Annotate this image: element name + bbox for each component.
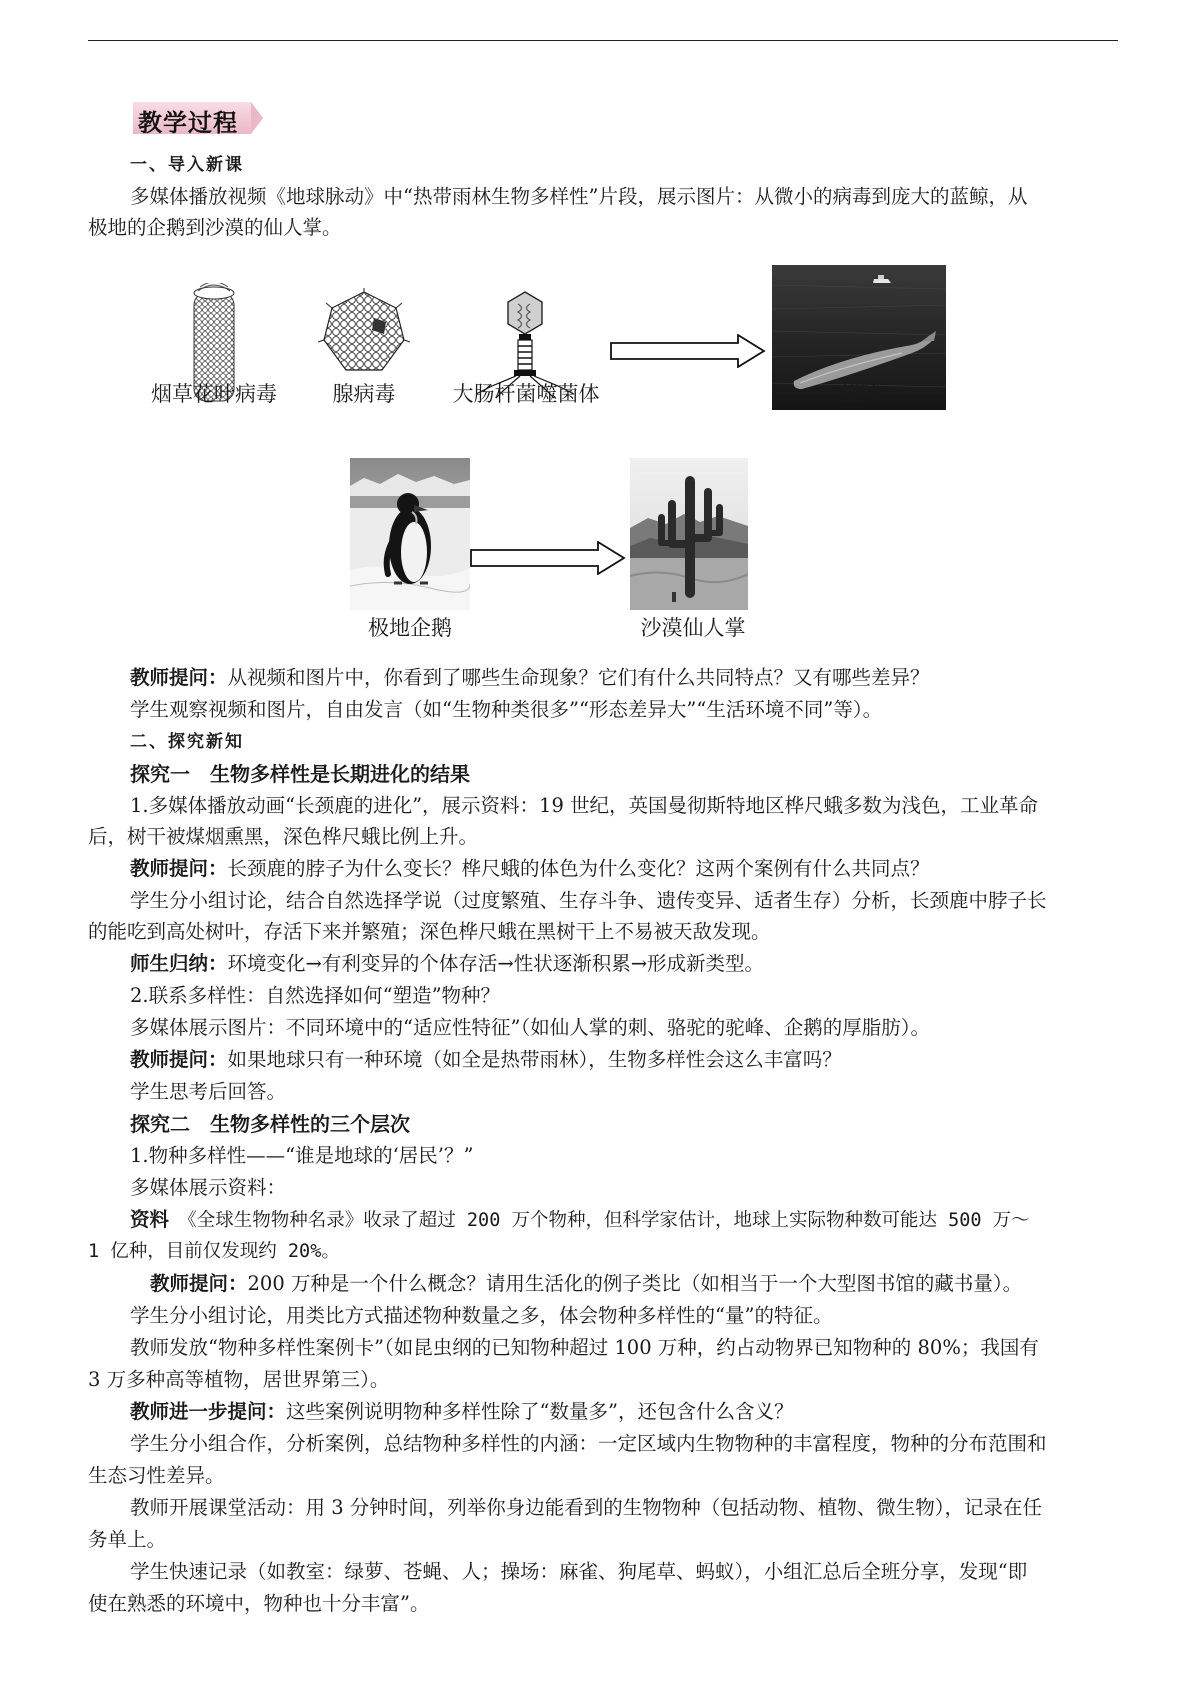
teacher-question-text: 长颈鹿的脖子为什么变长？桦尺蛾的体色为什么变化？这两个案例有什么共同点？ — [227, 857, 930, 880]
explore-1-paragraph-1-line-2: 后，树干被煤烟熏黑，深色桦尺蛾比例上升。 — [88, 825, 479, 848]
caption-cactus: 沙漠仙人掌 — [640, 616, 746, 640]
badge-arrow-tip — [251, 102, 263, 134]
explore-1-paragraph-3: 多媒体展示图片：不同环境中的“适应性特征”（如仙人掌的刺、骆驼的驼峰、企鹅的厚脂肪）。 — [130, 1016, 930, 1039]
teacher-question-1 — [130, 662, 1120, 694]
explore-1-teacher-question-2 — [130, 1044, 1120, 1076]
teacher-question-text: 200 万种是一个什么概念？请用生活化的例子类比（如相当于一个大型图书馆的藏书量）。 — [247, 1272, 1023, 1295]
section-title: 教学过程 — [138, 109, 238, 137]
explore-2-answer: 学生分小组讨论，用类比方式描述物种数量之多，体会物种多样性的“量”的特征。 — [130, 1304, 833, 1327]
explore-2-activity-line-2: 务单上。 — [88, 1528, 167, 1551]
intro-paragraph-line-1: 多媒体播放视频《地球脉动》中“热带雨林生物多样性”片段，展示图片：从微小的病毒到庞大的蓝鲸，从 — [130, 185, 1028, 208]
explore-2-title: 探究二 生物多样性的三个层次 — [130, 1112, 410, 1136]
explore-1-answer-2: 学生思考后回答。 — [130, 1080, 287, 1103]
explore-2-resource-line-1 — [130, 1204, 1120, 1237]
caption-blue-whale: 蓝鲸 — [838, 382, 880, 406]
explore-2-card-line-1: 教师发放“物种多样性案例卡”（如昆虫纲的已知物种超过 100 万种，约占动物界已知物种的 80%；我国有 — [130, 1336, 1039, 1359]
intro-paragraph-line-2: 极地的企鹅到沙漠的仙人掌。 — [88, 216, 342, 239]
explore-2-card-line-2: 3 万多种高等植物，居世界第三）。 — [88, 1368, 390, 1391]
explore-2-activity-line-1: 教师开展课堂活动：用 3 分钟时间，列举你身边能看到的生物物种（包括动物、植物、微生物），记录在任 — [130, 1496, 1043, 1519]
caption-bacteriophage: 大肠杆菌噬菌体 — [452, 382, 600, 406]
penguin-photo — [350, 458, 470, 610]
caption-adenovirus: 腺病毒 — [332, 382, 396, 406]
explore-2-answer-2-line-1: 学生分小组合作，分析案例，总结物种多样性的内涵：一定区域内生物物种的丰富程度，物种的分布范围和 — [130, 1432, 1047, 1455]
explore-2-paragraph-2: 多媒体展示资料： — [130, 1176, 287, 1199]
teacher-question-label: 教师提问： — [130, 666, 228, 689]
summary-text: 环境变化→有利变异的个体存活→性状逐渐积累→形成新类型。 — [227, 952, 765, 975]
arrow-right-icon — [610, 334, 766, 368]
caption-penguin: 极地企鹅 — [368, 616, 452, 640]
explore-1-answer-line-1: 学生分小组讨论，结合自然选择学说（过度繁殖、生存斗争、遗传变异、适者生存）分析，长颈鹿中脖子长 — [130, 889, 1047, 912]
explore-2-paragraph-1: 1.物种多样性——“谁是地球的‘居民’？” — [130, 1144, 474, 1167]
resource-label: 资料 — [130, 1208, 170, 1231]
teacher-question-label: 教师进一步提问： — [130, 1400, 287, 1423]
student-answer-1: 学生观察视频和图片，自由发言（如“生物种类很多”“形态差异大”“生活环境不同”等）。 — [130, 698, 883, 721]
top-rule — [88, 40, 1118, 41]
explore-1-summary — [130, 948, 1120, 980]
explore-2-teacher-question — [150, 1268, 1182, 1300]
explore-2-resource-line-2: 1 亿种，目前仅发现约 20%。 — [88, 1241, 340, 1262]
cactus-photo — [630, 458, 748, 610]
teacher-question-label: 教师提问： — [150, 1272, 248, 1295]
explore-2-record-line-2: 使在熟悉的环境中，物种也十分丰富”。 — [88, 1592, 430, 1615]
section-title-badge — [133, 102, 265, 137]
explore-heading: 二、探究新知 — [130, 732, 244, 752]
teacher-question-label: 教师提问： — [130, 857, 228, 880]
caption-tobacco-mosaic-virus: 烟草花叶病毒 — [151, 382, 277, 406]
adenovirus-illustration — [316, 288, 412, 378]
arrow-right-icon — [470, 541, 626, 575]
teacher-question-text: 这些案例说明物种多样性除了“数量多”，还包含什么含义？ — [286, 1400, 794, 1423]
explore-1-answer-line-2: 的能吃到高处树叶，存活下来并繁殖；深色桦尺蛾在黑树干上不易被天敌发现。 — [88, 920, 771, 943]
resource-text: 《全球生物物种名录》收录了超过 200 万个物种，但科学家估计，地球上实际物种数可能达 500 万～ — [187, 1210, 1030, 1231]
explore-1-paragraph-2: 2.联系多样性：自然选择如何“塑造”物种？ — [130, 984, 501, 1007]
summary-label: 师生归纳： — [130, 952, 228, 975]
explore-1-title: 探究一 生物多样性是长期进化的结果 — [130, 762, 470, 786]
teacher-question-text: 如果地球只有一种环境（如全是热带雨林），生物多样性会这么丰富吗？ — [227, 1048, 842, 1071]
explore-2-answer-2-line-2: 生态习性差异。 — [88, 1464, 225, 1487]
explore-2-record-line-1: 学生快速记录（如教室：绿萝、苍蝇、人；操场：麻雀、狗尾草、蚂蚁），小组汇总后全班分享，发现“即 — [130, 1560, 1028, 1583]
teacher-question-label: 教师提问： — [130, 1048, 228, 1071]
intro-heading: 一、导入新课 — [130, 155, 244, 175]
explore-1-paragraph-1-line-1: 1.多媒体播放动画“长颈鹿的进化”，展示资料：19 世纪，英国曼彻斯特地区桦尺蛾多数为浅色，工业革命 — [130, 794, 1039, 817]
teacher-question-text: 从视频和图片中，你看到了哪些生命现象？它们有什么共同特点？又有哪些差异？ — [227, 666, 930, 689]
explore-2-teacher-question-2 — [130, 1396, 1120, 1428]
explore-1-teacher-question — [130, 853, 1120, 885]
